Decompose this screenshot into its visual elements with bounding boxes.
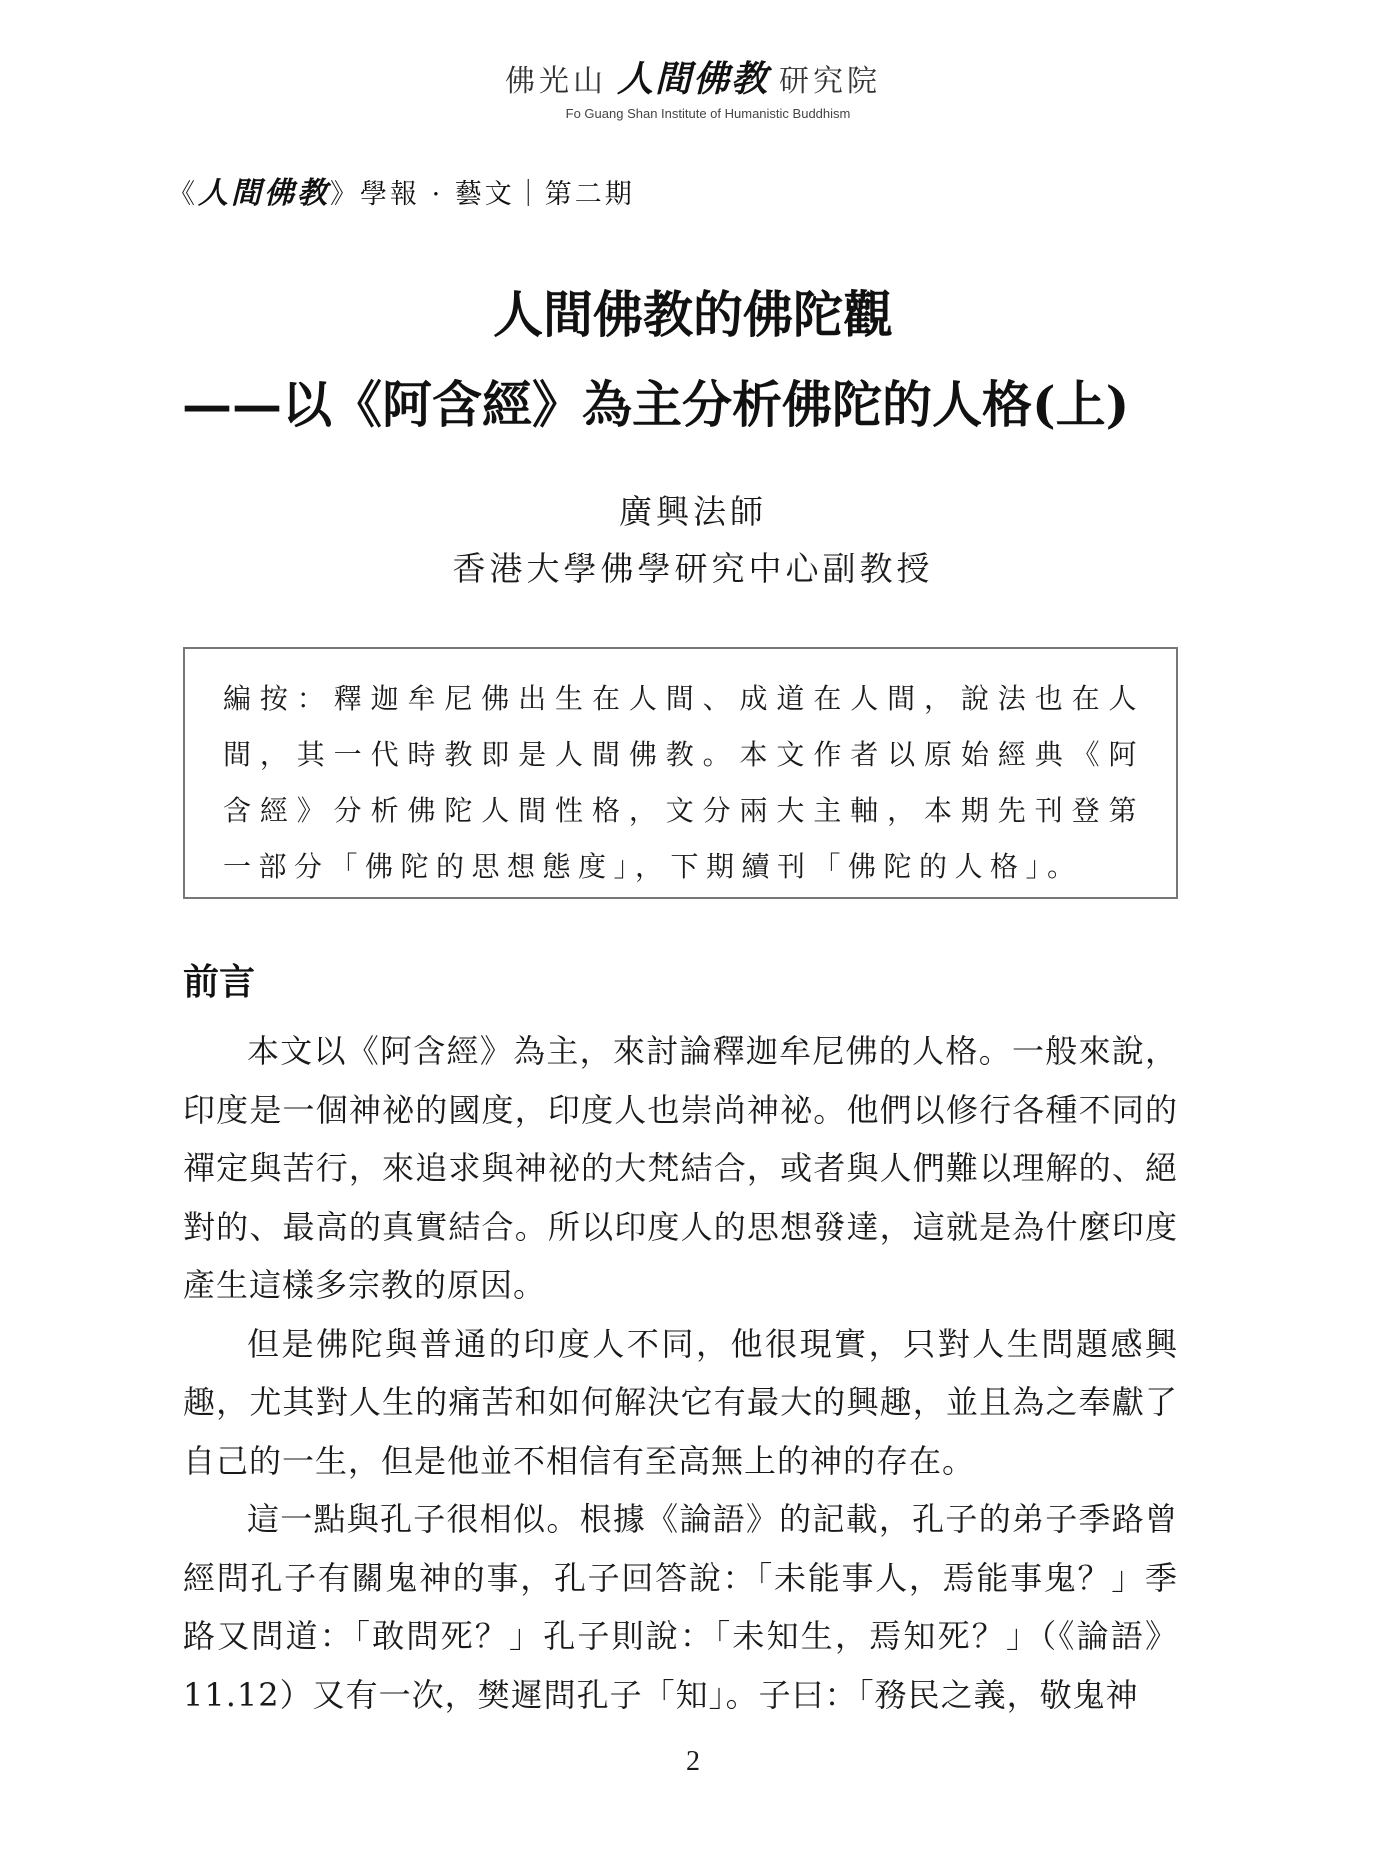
article-title: 人間佛教的佛陀觀 xyxy=(493,285,893,344)
editor-note-box xyxy=(183,647,1178,899)
page-number: 2 xyxy=(686,1746,700,1777)
author-name: 廣興法師 xyxy=(619,492,767,531)
body-text xyxy=(183,1022,1178,1724)
institute-name xyxy=(0,59,1386,100)
paragraph-3: 這一點與孔子很相似。根據《論語》的記載，孔子的弟子季路曾經問孔子有關鬼神的事，孔子回答說：「未能事人，焉能事鬼？」季路又問道：「敢問死？」孔子則說：「未知生，焉知死？」（《論語》11.12）又有一次，樊遲問孔子「知」。子曰：「務民之義，敬鬼神 xyxy=(183,1500,1178,1714)
author-affiliation: 香港大學佛學研究中心副教授 xyxy=(452,549,934,588)
article-subtitle: ——以《阿含經》為主分析佛陀的人格(上) xyxy=(182,375,1130,434)
institute-name-left: 佛光山 xyxy=(504,64,607,99)
editor-note-text: 編按：釋迦牟尼佛出生在人間、成道在人間，說法也在人間，其一代時教即是人間佛教。本文作者以原始經典《阿含經》分析佛陀人間性格，文分兩大主軸，本期先刊登第一部分「佛陀的思想態度」，下期續刊「佛陀的人格」。 xyxy=(223,682,1144,883)
institute-header xyxy=(0,59,1386,121)
institute-logo-text: 人間佛教 xyxy=(616,59,769,100)
section-heading: 前言 xyxy=(183,961,256,1003)
journal-logo-text: 人間佛教 xyxy=(198,176,330,211)
paragraph-2: 但是佛陀與普通的印度人不同，他很現實，只對人生問題感興趣，尤其對人生的痛苦和如何解決它有最大的興趣，並且為之奉獻了自己的一生，但是他並不相信有至高無上的神的存在。 xyxy=(183,1324,1178,1480)
journal-running-head xyxy=(168,168,635,212)
journal-issue: 》學報 · 藝文｜第二期 xyxy=(330,179,635,210)
institute-name-right: 研究院 xyxy=(779,64,881,99)
journal-open-bracket: 《 xyxy=(168,179,198,210)
paragraph-1: 本文以《阿含經》為主，來討論釋迦牟尼佛的人格。一般來說，印度是一個神祕的國度，印度人也崇尚神祕。他們以修行各種不同的禪定與苦行，來追求與神祕的大梵結合，或者與人們難以理解的、絕對的、最高的真實結合。所以印度人的思想發達，這就是為什麼印度產生這樣多宗教的原因。 xyxy=(183,1032,1178,1304)
institute-english-name: Fo Guang Shan Institute of Humanistic Buddhism xyxy=(565,106,851,121)
